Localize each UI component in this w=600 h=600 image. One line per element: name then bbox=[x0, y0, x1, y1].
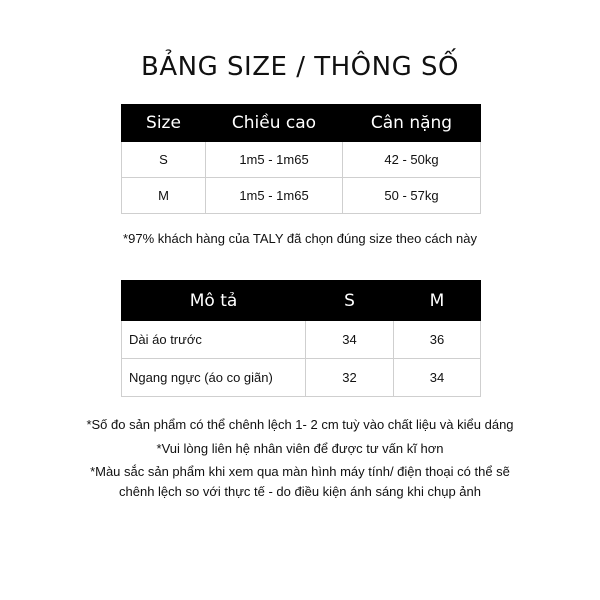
measurement-header-description: Mô tả bbox=[122, 281, 306, 321]
size-cell: S bbox=[122, 142, 206, 178]
size-table bbox=[121, 104, 481, 214]
footnote-contact-staff: *Vui lòng liên hệ nhân viên để được tư vấn kĩ hơn bbox=[156, 441, 444, 456]
weight-cell: 42 - 50kg bbox=[343, 142, 481, 178]
size-table-header-weight: Cân nặng bbox=[343, 105, 481, 142]
size-cell: M bbox=[122, 178, 206, 214]
description-cell: Dài áo trước bbox=[122, 321, 306, 359]
footnote-color-line-1: *Màu sắc sản phẩm khi xem qua màn hình máy tính/ điện thoại có thể sẽ bbox=[90, 464, 510, 479]
height-cell: 1m5 - 1m65 bbox=[206, 178, 343, 214]
table-row bbox=[122, 142, 481, 178]
value-cell-s: 32 bbox=[306, 359, 394, 397]
footnote-color-line-2: chênh lệch so với thực tế - do điều kiện ánh sáng khi chụp ảnh bbox=[119, 484, 481, 499]
footnote-color-variance bbox=[0, 462, 600, 502]
size-table-header-row bbox=[122, 105, 481, 142]
footnote-measurement-variance: *Số đo sản phẩm có thể chênh lệch 1- 2 cm tuỳ vào chất liệu và kiểu dáng bbox=[86, 417, 514, 432]
value-cell-s: 34 bbox=[306, 321, 394, 359]
height-cell: 1m5 - 1m65 bbox=[206, 142, 343, 178]
table-row bbox=[122, 178, 481, 214]
page-title: BẢNG SIZE / THÔNG SỐ bbox=[141, 52, 459, 82]
measurement-table bbox=[121, 280, 481, 397]
value-cell-m: 36 bbox=[394, 321, 481, 359]
table-row bbox=[122, 359, 481, 397]
weight-cell: 50 - 57kg bbox=[343, 178, 481, 214]
size-accuracy-note: *97% khách hàng của TALY đã chọn đúng size theo cách này bbox=[123, 231, 477, 246]
size-table-header-height: Chiều cao bbox=[206, 105, 343, 142]
measurement-table-header-row bbox=[122, 281, 481, 321]
description-cell: Ngang ngực (áo co giãn) bbox=[122, 359, 306, 397]
value-cell-m: 34 bbox=[394, 359, 481, 397]
measurement-header-s: S bbox=[306, 281, 394, 321]
measurement-header-m: M bbox=[394, 281, 481, 321]
size-table-header-size: Size bbox=[122, 105, 206, 142]
table-row bbox=[122, 321, 481, 359]
